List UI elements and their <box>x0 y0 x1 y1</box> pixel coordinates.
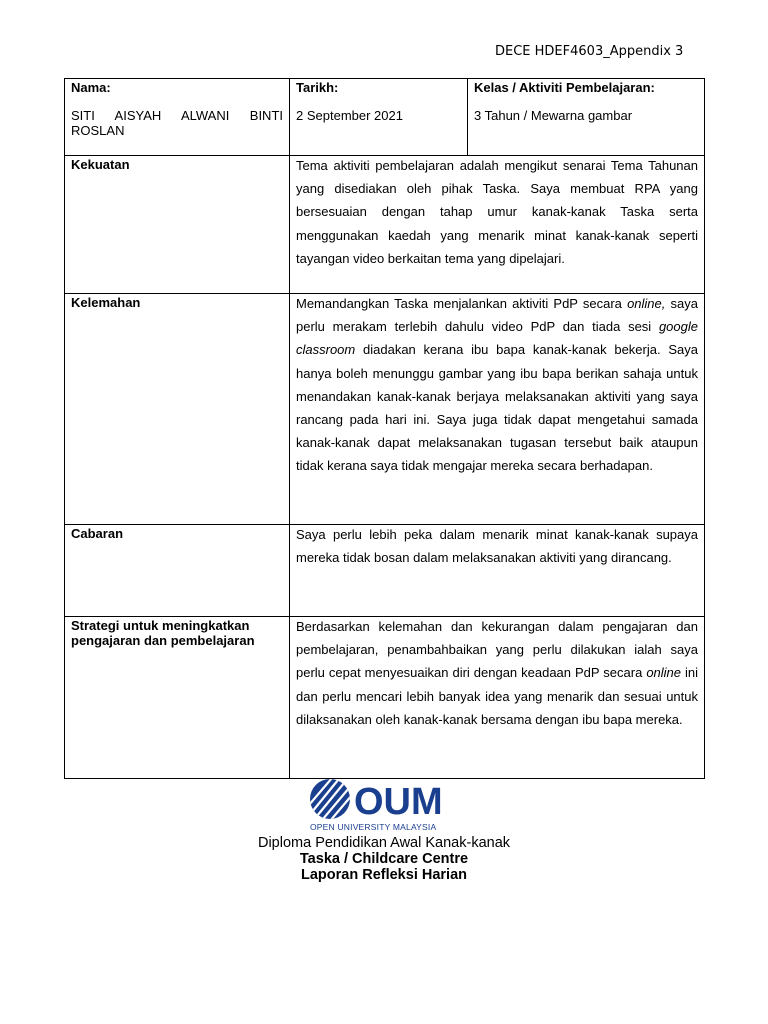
kekuatan-text: Tema aktiviti pembelajaran adalah mengikut senarai Tema Tahunan yang disediakan oleh pihak Taska. Saya membuat RPA yang bersesuaian dengan tahap umur kanak-kanak Taska serta menggunakan kaedah yang menarik minat kanak-kanak seperti tayangan video berkaitan tema yang dipelajari. <box>296 158 698 266</box>
footer-centre: Taska / Childcare Centre <box>299 851 469 867</box>
footer-report-title: Laporan Refleksi Harian <box>301 867 467 883</box>
kelemahan-label-cell <box>65 294 290 525</box>
kelas-cell <box>468 79 705 156</box>
reflection-form-table <box>64 78 705 779</box>
cabaran-text: Saya perlu lebih peka dalam menarik minat kanak-kanak supaya mereka tidak bosan dalam melaksanakan aktiviti yang dirancang. <box>296 527 698 566</box>
nama-cell <box>65 79 290 156</box>
kelemahan-text-cell <box>290 294 705 525</box>
kekuatan-label-cell <box>65 156 290 294</box>
tarikh-cell <box>290 79 468 156</box>
kelemahan-label: Kelemahan <box>71 295 141 310</box>
footer-program: Diploma Pendidikan Awal Kanak-kanak <box>257 835 511 851</box>
kekuatan-row <box>65 156 705 294</box>
nama-value: SITI AISYAH ALWANI BINTI ROSLAN <box>71 108 283 138</box>
strategi-label: Strategi untuk meningkatkan pengajaran dan pembelajaran <box>71 618 255 648</box>
kekuatan-text-cell <box>290 156 705 294</box>
strategi-text: Berdasarkan kelemahan dan kekurangan dalam pengajaran dan pembelajaran, penambahbaikan yang perlu dilakukan ialah saya perlu cepat menyesuaikan diri dengan keadaan PdP secara online ini dan perlu mencari lebih banyak idea yang menarik dan sesuai untuk dilaksanakan oleh kanak-kanak bersama dengan ibu bapa mereka. <box>296 619 698 727</box>
tarikh-label: Tarikh: <box>296 80 339 95</box>
tarikh-value: 2 September 2021 <box>296 108 403 123</box>
nama-label: Nama: <box>71 80 111 95</box>
cabaran-label: Cabaran <box>71 526 124 541</box>
kelas-value: 3 Tahun / Mewarna gambar <box>474 108 633 123</box>
kelemahan-row <box>65 294 705 525</box>
cabaran-text-cell <box>290 525 705 617</box>
header-row <box>65 79 705 156</box>
kelas-label: Kelas / Aktiviti Pembelajaran: <box>474 80 655 95</box>
cabaran-row <box>65 525 705 617</box>
oum-globe-icon <box>308 778 460 822</box>
strategi-row <box>65 617 705 779</box>
kekuatan-label: Kekuatan <box>71 157 130 172</box>
kelemahan-text: Memandangkan Taska menjalankan aktiviti PdP secara online, saya perlu merakam terlebih dahulu video PdP dan tiada sesi google classroom diadakan kerana ibu bapa kanak-kanak bekerja. Saya hanya boleh menunggu gambar yang ibu bapa berikan sahaja untuk menandakan kanak-kanak berjaya melaksanakan aktiviti yang saya rancang pada hari ini. Saya juga tidak dapat mengetahui samada kanak-kanak dapat melaksanakan tugasan tersebut baik ataupun tidak kerana saya tidak mengajar mereka secara berhadapan. <box>296 296 698 474</box>
oum-logo-text: OUM <box>354 781 443 822</box>
cabaran-label-cell <box>65 525 290 617</box>
strategi-label-cell <box>65 617 290 779</box>
oum-logo-subtitle: OPEN UNIVERSITY MALAYSIA <box>310 822 437 832</box>
footer <box>0 778 768 883</box>
strategi-text-cell <box>290 617 705 779</box>
document-code: DECE HDEF4603_Appendix 3 <box>495 44 684 59</box>
oum-logo <box>0 778 768 834</box>
